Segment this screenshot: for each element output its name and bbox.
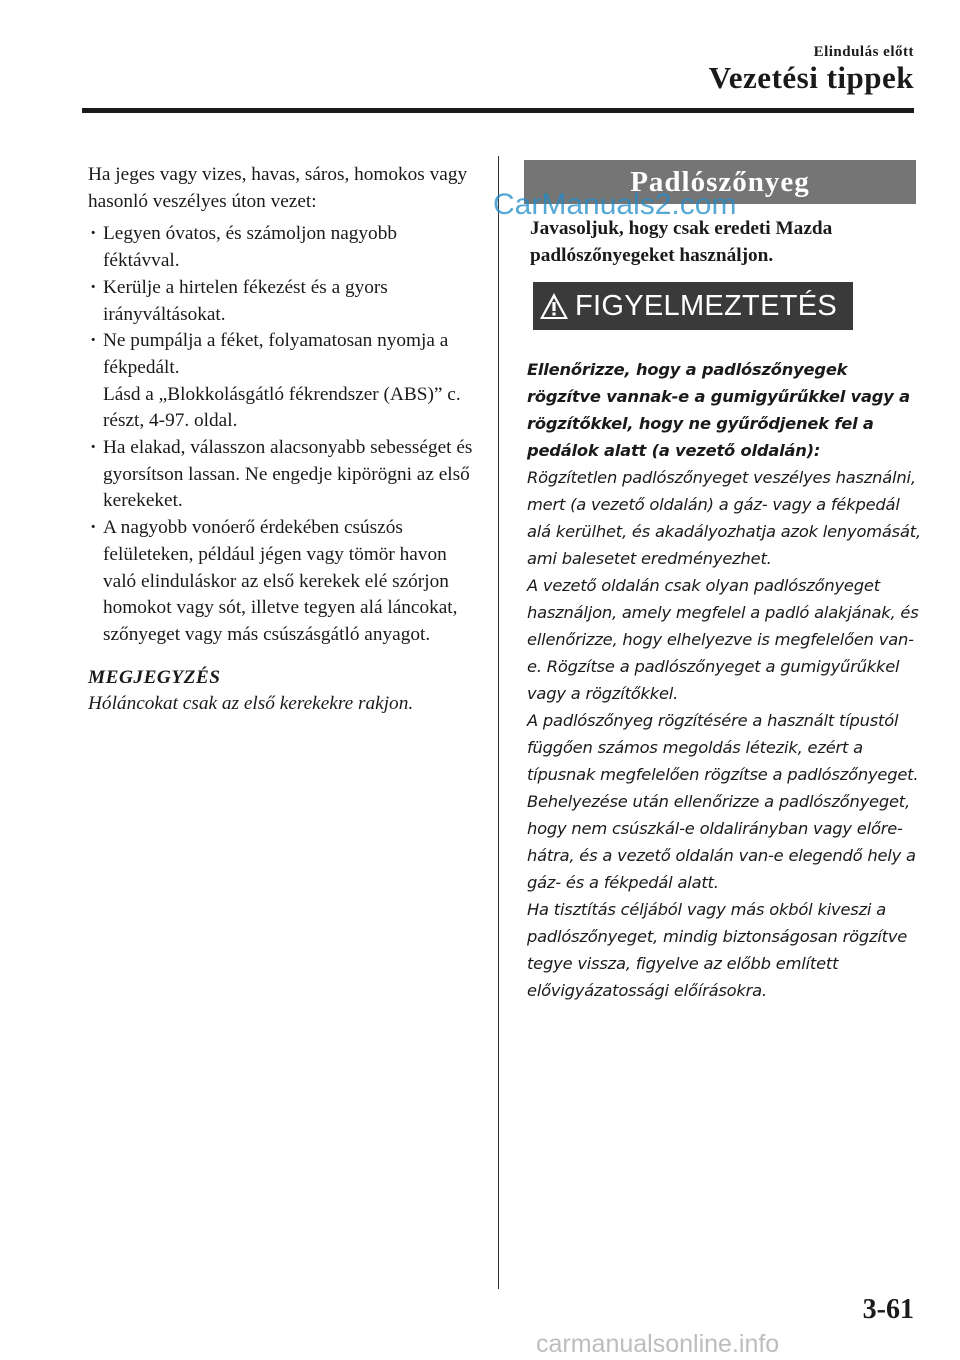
bullet-text: Ha elakad, válasszon alacsonyabb sebességet és gyorsítson lassan. Ne engedje kipörögni az első kerekeket. bbox=[103, 437, 473, 512]
bullet-icon: · bbox=[90, 517, 97, 539]
bullet-icon: · bbox=[90, 276, 97, 298]
warning-paragraph: A padlószőnyeg rögzítésére a használt típustól függően számos megoldás létezik, ezért a típusnak megfelelően rögzítse a padlószőnyeget. bbox=[527, 711, 919, 784]
warning-label-box bbox=[533, 282, 853, 330]
warning-paragraph: Ha tisztítás céljából vagy más okból kiveszi a padlószőnyeget, mindig biztonságosan rögzítve tegye vissza, figyelve az előbb említett elővigyázatossági előírásokra. bbox=[527, 900, 908, 1000]
abs-cross-reference: Lásd a „Blokkolásgátló fékrendszer (ABS)” c. részt, 4-97. oldal. bbox=[103, 383, 461, 432]
page-title: Vezetési tippek bbox=[708, 60, 914, 95]
bullet-text: Legyen óvatos, és számoljon nagyobb féktávval. bbox=[103, 223, 397, 272]
warning-paragraph: A vezető oldalán csak olyan padlószőnyeget használjon, amely megfelel a padló alakjának, és ellenőrizze, hogy elhelyezve is megfelelően van-e. Rögzítse a padlószőnyeget a gumigyűrűkkel vagy a rögzítőkkel. bbox=[527, 576, 919, 703]
left-column bbox=[88, 162, 473, 718]
column-divider bbox=[498, 156, 499, 1289]
bullet-icon: · bbox=[90, 330, 97, 352]
header-section-label: Elindulás előtt bbox=[813, 44, 914, 60]
bullet-text: Kerülje a hirtelen fékezést és a gyors irányváltásokat. bbox=[103, 276, 388, 325]
list-item bbox=[88, 275, 473, 328]
warning-heading: Ellenőrizze, hogy a padlószőnyegek rögzítve vannak-e a gumigyűrűkkel vagy a rögzítőkkel, hogy ne gyűrődjenek fel a pedálok alatt (a vezető oldalán): bbox=[527, 360, 910, 460]
page-number: 3-61 bbox=[862, 1294, 914, 1325]
section-title: Padlószőnyeg bbox=[630, 165, 810, 198]
warning-paragraph: Behelyezése után ellenőrizze a padlószőnyeget, hogy nem csúszkál-e oldalirányban vagy előre-hátra, és a vezető oldalán van-e elegendő hely a gáz- és a fékpedál alatt. bbox=[527, 792, 916, 892]
note-text: Hóláncokat csak az első kerekekre rakjon. bbox=[88, 693, 414, 715]
warning-triangle-icon bbox=[539, 292, 569, 320]
bullet-icon: · bbox=[90, 437, 97, 459]
bullet-text: Ne pumpálja a féket, folyamatosan nyomja a fékpedált. bbox=[103, 330, 449, 378]
warning-body bbox=[527, 356, 922, 1004]
watermark-top: CarManuals2.com bbox=[493, 188, 737, 221]
warning-label: FIGYELMEZTETÉS bbox=[575, 289, 838, 322]
left-intro: Ha jeges vagy vizes, havas, sáros, homokos vagy hasonló veszélyes úton vezet: bbox=[88, 164, 468, 212]
list-item bbox=[88, 221, 473, 274]
bullet-text: A nagyobb vonóerő érdekében csúszós felületeken, például jégen vagy tömör havon való elinduláskor az első kerekek elé szórjon homokot vagy sót, illetve tegyen alá láncokat, szőnyeget vagy más csúszásgátló anyagot. bbox=[103, 517, 458, 645]
floor-mat-intro: Javasoljuk, hogy csak eredeti Mazda padlószőnyegeket használjon. bbox=[530, 218, 833, 266]
header-rule bbox=[82, 108, 914, 113]
driving-tips-list bbox=[88, 221, 473, 648]
list-item bbox=[88, 435, 473, 515]
note-title: MEGJEGYZÉS bbox=[88, 666, 221, 688]
bullet-icon: · bbox=[90, 223, 97, 245]
list-item bbox=[88, 328, 473, 435]
warning-paragraph: Rögzítetlen padlószőnyeget veszélyes használni, mert (a vezető oldalán) a gáz- vagy a fékpedál alá kerülhet, és akadályozhatja azok lenyomását, ami balesetet eredményezhet. bbox=[527, 468, 921, 568]
watermark-bottom: carmanualsonline.info bbox=[536, 1330, 780, 1358]
list-item bbox=[88, 515, 473, 649]
